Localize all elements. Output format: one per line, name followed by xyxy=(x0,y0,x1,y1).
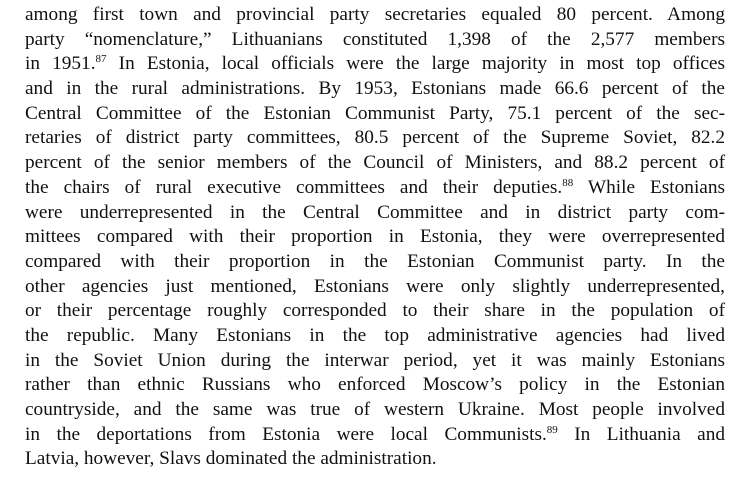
text-line-10: mittees compared with their proportion in Estonia, they were overrepresented xyxy=(25,226,725,248)
text-line-12: other agencies just mentioned, Estonians were only slightly underrepresented, xyxy=(25,275,725,297)
text-line-9: were underrepresented in the Central Committee and in district party com- xyxy=(25,201,725,223)
footnote-ref-89: 89 xyxy=(546,423,558,436)
text-line-3: in 1951.87 In Estonia, local officials were the large majority in most top offices xyxy=(25,53,725,75)
footnote-ref-88: 88 xyxy=(562,176,574,189)
text-line-5: Central Committee of the Estonian Communist Party, 75.1 percent of the sec- xyxy=(25,102,725,124)
text-line-6: retaries of district party committees, 80.5 percent of the Supreme Soviet, 82.2 xyxy=(25,127,725,149)
text-line-19: Latvia, however, Slavs dominated the administration. xyxy=(25,448,437,470)
text-line-7: percent of the senior members of the Council of Ministers, and 88.2 percent of xyxy=(25,152,725,174)
footnote-ref-87: 87 xyxy=(95,53,107,66)
text-line-14: the republic. Many Estonians in the top administrative agencies had lived xyxy=(25,324,725,346)
text-line-15: in the Soviet Union during the interwar period, yet it was mainly Estonians xyxy=(25,349,725,371)
document-page xyxy=(25,3,725,472)
text-line-1: among first town and provincial party secretaries equaled 80 percent. Among xyxy=(25,4,725,25)
text-line-16: rather than ethnic Russians who enforced Moscow’s policy in the Estonian xyxy=(25,374,725,396)
text-line-13: or their percentage roughly corresponded to their share in the population of xyxy=(25,300,725,322)
text-line-8: the chairs of rural executive committees and their deputies.$^{88}$ While Estonians xyxy=(25,176,725,198)
text-line-17: countryside, and the same was true of western Ukraine. Most people involved xyxy=(25,399,725,420)
text-line-11: compared with their proportion in the Estonian Communist party. In the xyxy=(25,250,725,272)
text-line-4: and in the rural administrations. By 1953, Estonians made 66.6 percent of the xyxy=(25,78,725,100)
text-line-2: party “nomenclature,” Lithuanians constituted 1,398 of the 2,577 members xyxy=(25,28,725,50)
text-line-18: in the deportations from Estonia were local Communists.$^{89}$ In Lithuania and xyxy=(25,423,725,445)
